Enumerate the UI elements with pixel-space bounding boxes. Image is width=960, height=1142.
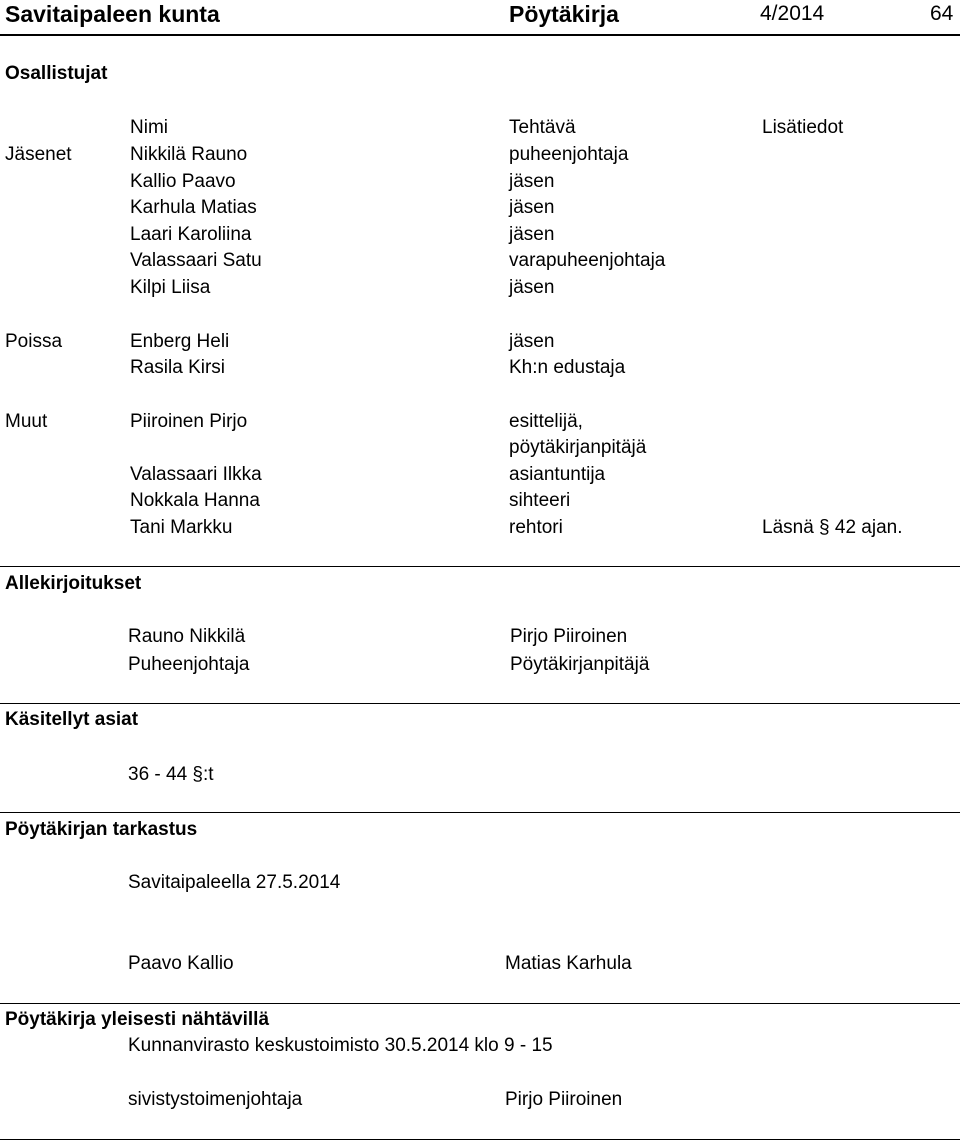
participant-name: Enberg Heli <box>130 331 230 352</box>
section-title: Pöytäkirja yleisesti nähtävillä <box>5 1009 270 1030</box>
chair-title: Puheenjohtaja <box>128 654 250 675</box>
issue-number: 4/2014 <box>760 2 825 25</box>
section-title: Käsitellyt asiat <box>5 709 139 730</box>
section-title: Osallistujat <box>5 63 108 84</box>
participant-name: Valassaari Ilkka <box>130 464 262 485</box>
participant-role: jäsen <box>509 197 555 218</box>
signer-title: sivistystoimenjohtaja <box>128 1089 303 1110</box>
participant-extra: Läsnä § 42 ajan. <box>762 517 903 538</box>
participant-name: Karhula Matias <box>130 197 257 218</box>
participant-name: Kilpi Liisa <box>130 277 211 298</box>
participant-role: jäsen <box>509 277 555 298</box>
signer-name: Pirjo Piiroinen <box>505 1089 623 1110</box>
participant-role: jäsen <box>509 331 555 352</box>
participant-name: Rasila Kirsi <box>130 357 226 378</box>
participant-role: puheenjohtaja <box>509 144 629 165</box>
column-header-role: Tehtävä <box>509 117 576 138</box>
group-label-members: Jäsenet <box>5 144 72 165</box>
org-name: Savitaipaleen kunta <box>5 1 220 27</box>
participant-role: jäsen <box>509 224 555 245</box>
participant-role: jäsen <box>509 171 555 192</box>
participant-role: esittelijä, <box>509 411 583 432</box>
participant-name: Nikkilä Rauno <box>130 144 248 165</box>
group-label-absent: Poissa <box>5 331 63 352</box>
reviewer-name: Matias Karhula <box>505 953 632 974</box>
participant-role: rehtori <box>509 517 563 538</box>
document-type: Pöytäkirja <box>509 1 619 27</box>
participant-role-continued: pöytäkirjanpitäjä <box>509 437 647 458</box>
participant-name: Nokkala Hanna <box>130 490 260 511</box>
footer-rule <box>0 1139 960 1140</box>
review-place-date: Savitaipaleella 27.5.2014 <box>128 872 341 893</box>
header-rule <box>0 34 960 36</box>
secretary-name: Pirjo Piiroinen <box>510 626 628 647</box>
page-number: 64 <box>930 2 954 25</box>
participant-role: varapuheenjohtaja <box>509 250 666 271</box>
section-title: Allekirjoitukset <box>5 573 142 594</box>
group-label-others: Muut <box>5 411 48 432</box>
reviewer-name: Paavo Kallio <box>128 953 234 974</box>
secretary-title: Pöytäkirjanpitäjä <box>510 654 650 675</box>
participant-name: Tani Markku <box>130 517 233 538</box>
chair-name: Rauno Nikkilä <box>128 626 246 647</box>
section-rule <box>0 812 960 813</box>
participant-name: Valassaari Satu <box>130 250 262 271</box>
participant-role: sihteeri <box>509 490 571 511</box>
participant-name: Kallio Paavo <box>130 171 236 192</box>
items-range: 36 - 44 §:t <box>128 764 214 785</box>
section-rule <box>0 1003 960 1004</box>
public-location-time: Kunnanvirasto keskustoimisto 30.5.2014 klo 9 - 15 <box>128 1035 553 1056</box>
participant-name: Piiroinen Pirjo <box>130 411 248 432</box>
section-title: Pöytäkirjan tarkastus <box>5 819 198 840</box>
participant-role: asiantuntija <box>509 464 606 485</box>
column-header-name: Nimi <box>130 117 168 138</box>
participant-role: Kh:n edustaja <box>509 357 626 378</box>
section-rule <box>0 703 960 704</box>
participant-name: Laari Karoliina <box>130 224 252 245</box>
column-header-extra: Lisätiedot <box>762 117 844 138</box>
section-rule <box>0 566 960 567</box>
